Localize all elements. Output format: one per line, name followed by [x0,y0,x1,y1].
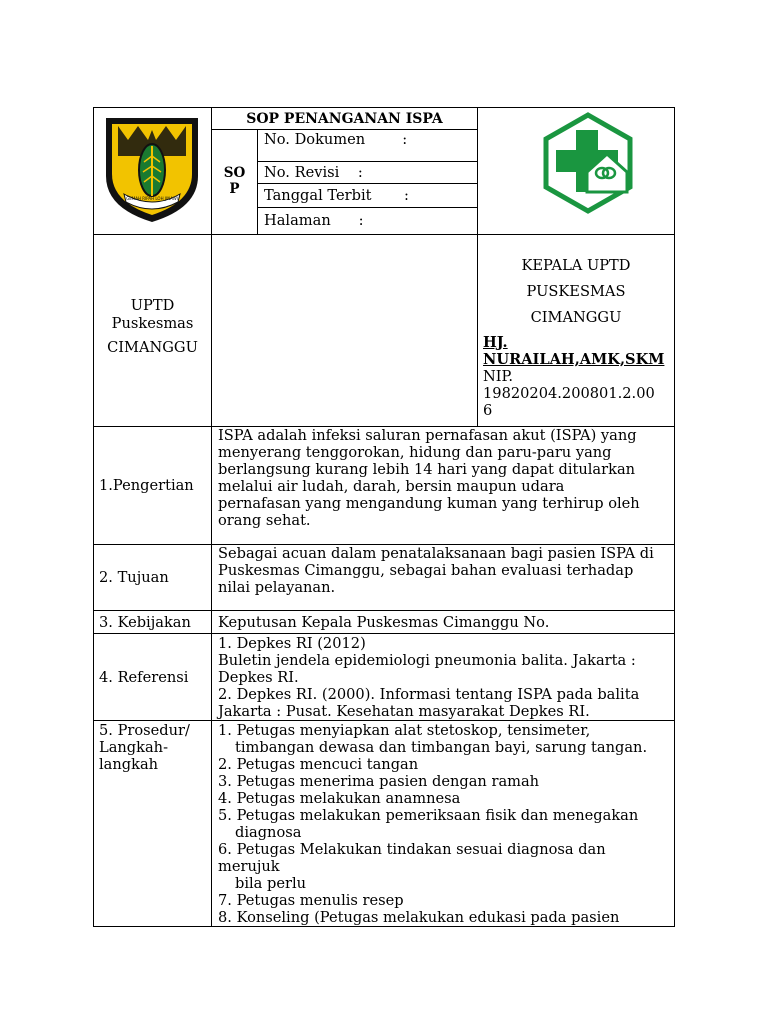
sop-label [212,165,257,197]
field-halaman: Halaman : [264,212,364,229]
prosedur-step: merujuk [218,858,280,875]
prosedur-step: 1. Petugas menyiapkan alat stetoskop, tensimeter, [218,722,591,739]
sop-label-line-1: SO [223,165,246,181]
kebijakan-line: Keputusan Kepala Puskesmas Cimanggu No. [218,614,550,631]
head-title-line-1: KEPALA UPTD [521,257,631,274]
prosedur-step: 2. Petugas mencuci tangan [218,756,419,773]
prosedur-steps [218,722,647,926]
head-title-line-2: PUSKESMAS [526,283,626,300]
referensi-line: 2. Depkes RI. (2000). Informasi tentang ISPA pada balita [218,686,640,703]
pengertian-line: ISPA adalah infeksi saluran pernafasan akut (ISPA) yang [218,427,637,444]
pengertian-line: menyerang tenggorokan, hidung dan paru-paru yang [218,444,612,461]
unit-name-line-2: Puskesmas [111,315,194,332]
label-pengertian: 1.Pengertian [99,477,194,494]
referensi-line: Depkes RI. [218,669,299,686]
field-no-revisi: No. Revisi : [264,164,363,181]
pengertian-line: berlangsung kurang lebih 14 hari yang dapat ditularkan [218,461,636,478]
pengertian-text [218,427,640,529]
signer-name-line-1: HJ. [483,334,508,351]
prosedur-label-line: 5. Prosedur/ [99,722,190,739]
prosedur-step: 6. Petugas Melakukan tindakan sesuai diagnosa dan [218,841,606,858]
referensi-line: Jakarta : Pusat. Kesehatan masyarakat Depkes RI. [218,703,590,720]
prosedur-step: 4. Petugas melakukan anamnesa [218,790,461,807]
pengertian-line: melalui air ludah, darah, bersin maupun udara [218,478,565,495]
head-title-line-3: CIMANGGU [530,309,622,326]
sop-label-line-2: P [229,181,240,197]
prosedur-label-line: Langkah- [99,739,169,756]
prosedur-step: diagnosa [235,824,302,841]
label-kebijakan: 3. Kebijakan [99,614,191,631]
nip-line-3: 6 [483,402,493,419]
prosedur-step: 3. Petugas menerima pasien dengan ramah [218,773,540,790]
prosedur-step: bila perlu [235,875,307,892]
referensi-text [218,635,639,720]
prosedur-step: 8. Konseling (Petugas melakukan edukasi pada pasien [218,909,620,926]
tujuan-line: Sebagai acuan dalam penatalaksanaan bagi pasien ISPA di [218,545,654,562]
label-prosedur [99,722,190,773]
regency-emblem-logo [104,116,200,224]
tujuan-text [218,545,654,596]
unit-name-line-1: UPTD [130,297,175,314]
referensi-line: 1. Depkes RI (2012) [218,635,366,652]
emblem-motto: GEMAH RIPAH LOH JINAWI [126,196,178,201]
label-tujuan: 2. Tujuan [99,569,169,586]
nip-line-2: 19820204.200801.2.00 [483,385,655,402]
signer-name-line-2: NURAILAH,AMK,SKM [483,351,665,368]
puskesmas-logo [541,112,635,214]
unit-name-line-3: CIMANGGU [107,339,198,356]
prosedur-step: 7. Petugas menulis resep [218,892,404,909]
document-title: SOP PENANGANAN ISPA [246,111,443,127]
referensi-line: Buletin jendela epidemiologi pneumonia balita. Jakarta : [218,652,636,669]
field-tanggal-terbit: Tanggal Terbit : [264,187,409,204]
prosedur-label-line: langkah [99,756,159,773]
field-no-dokumen: No. Dokumen : [264,131,408,148]
nip-line-1: NIP. [483,368,514,385]
prosedur-step: timbangan dewasa dan timbangan bayi, sarung tangan. [235,739,648,756]
pengertian-line: orang sehat. [218,512,311,529]
prosedur-step: 5. Petugas melakukan pemeriksaan fisik dan menegakan [218,807,639,824]
tujuan-line: Puskesmas Cimanggu, sebagai bahan evaluasi terhadap [218,562,634,579]
label-referensi: 4. Referensi [99,669,189,686]
tujuan-line: nilai pelayanan. [218,579,336,596]
pengertian-line: pernafasan yang mengandung kuman yang terhirup oleh [218,495,640,512]
